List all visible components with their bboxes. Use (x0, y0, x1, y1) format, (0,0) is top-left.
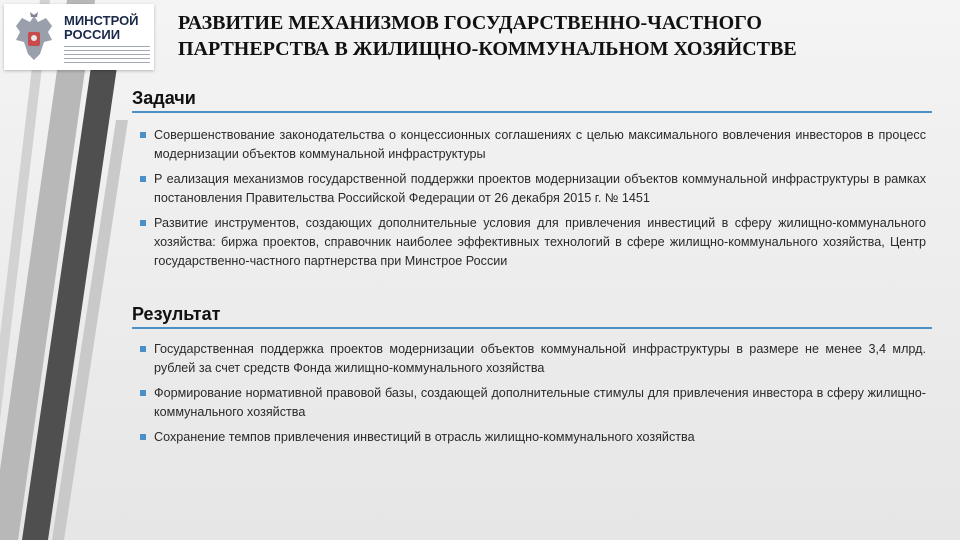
decorative-stripes (0, 0, 160, 540)
list-item: Р еализация механизмов государственной поддержки проектов модернизации объектов коммунальной инфраструктуры в рамках постановления Правительства Российской Федерации от 26 декабря 2015 г. № 1451 (140, 170, 926, 208)
list-item: Совершенствование законодательства о концессионных соглашениях с целью максимального вовлечения инвесторов в процесс модернизации объектов коммунальной инфраструктуры (140, 126, 926, 164)
square-bullet-icon (140, 132, 146, 138)
tasks-heading: Задачи (132, 88, 932, 113)
square-bullet-icon (140, 220, 146, 226)
square-bullet-icon (140, 346, 146, 352)
ministry-logo (4, 4, 154, 70)
results-list (140, 340, 926, 447)
square-bullet-icon (140, 390, 146, 396)
page-title (178, 10, 948, 62)
logo-subtitle-lines (64, 46, 150, 66)
title-line-2: ПАРТНЕРСТВА В ЖИЛИЩНО-КОММУНАЛЬНОМ ХОЗЯЙСТВЕ (178, 38, 797, 60)
square-bullet-icon (140, 176, 146, 182)
list-item: Сохранение темпов привлечения инвестиций в отрасль жилищно-коммунального хозяйства (140, 428, 926, 447)
tasks-list (140, 126, 926, 271)
title-line-1: РАЗВИТИЕ МЕХАНИЗМОВ ГОСУДАРСТВЕННО-ЧАСТНОГО (178, 12, 762, 34)
double-headed-eagle-emblem-icon (10, 10, 58, 66)
list-item: Развитие инструментов, создающих дополнительные условия для привлечения инвестиций в сферу жилищно-коммунального хозяйства: биржа проектов, справочник наиболее эффективных технологий в сфере жилищно-коммунального хозяйства, Центр государственно-частного партнерства при Минстрое России (140, 214, 926, 271)
logo-name: МИНСТРОЙ РОССИИ (64, 13, 139, 42)
square-bullet-icon (140, 434, 146, 440)
results-heading: Результат (132, 304, 932, 329)
list-item: Формирование нормативной правовой базы, создающей дополнительные стимулы для привлечения инвестора в сферу жилищно-коммунального хозяйства (140, 384, 926, 422)
list-item: Государственная поддержка проектов модернизации объектов коммунальной инфраструктуры в размере не менее 3,4 млрд. рублей за счет средств Фонда жилищно-коммунального хозяйства (140, 340, 926, 378)
